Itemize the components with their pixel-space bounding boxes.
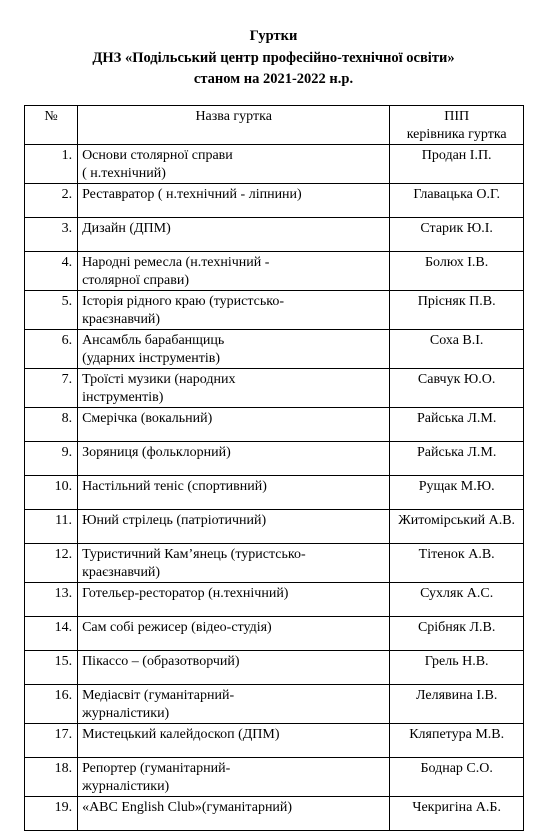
club-name-line2: ( н.технічний) — [82, 166, 166, 181]
club-name-line2: краєзнавчий) — [82, 565, 161, 580]
club-name-line2: журналістики) — [82, 706, 170, 721]
club-name-line1: Історія рідного краю (туристсько- — [82, 294, 285, 309]
row-number: 12. — [25, 544, 78, 583]
club-head-cell: Продан І.П. — [390, 145, 524, 184]
row-number: 9. — [25, 442, 78, 476]
club-name-line2: журналістики) — [82, 779, 170, 794]
club-name-cell — [78, 218, 390, 252]
table-row — [25, 758, 524, 797]
title-line-1: Гуртки — [249, 28, 298, 44]
row-number: 1. — [25, 145, 78, 184]
col-head-header-line1: ПІП — [444, 109, 470, 124]
club-head-cell: Боднар С.О. — [390, 758, 524, 797]
club-head-cell: Главацька О.Г. — [390, 184, 524, 218]
club-head-cell: Райська Л.М. — [390, 408, 524, 442]
row-number: 4. — [25, 252, 78, 291]
table-row — [25, 145, 524, 184]
table-row — [25, 476, 524, 510]
club-head-cell: Лелявина І.В. — [390, 685, 524, 724]
row-number: 14. — [25, 617, 78, 651]
club-head-cell: Грель Н.В. — [390, 651, 524, 685]
club-name-cell — [78, 476, 390, 510]
club-name-line2: інструментів) — [82, 390, 164, 405]
club-name-line1: Народні ремесла (н.технічний - — [82, 255, 270, 270]
club-name-cell — [78, 145, 390, 184]
row-number: 11. — [25, 510, 78, 544]
club-head-cell: Савчук Ю.О. — [390, 369, 524, 408]
club-name-line1: Мистецький калейдоскоп (ДПМ) — [82, 727, 280, 742]
row-number: 6. — [25, 330, 78, 369]
club-name-line1: Настільний теніс (спортивний) — [82, 479, 267, 494]
col-name-header: Назва гуртка — [78, 106, 390, 145]
title-line-2: ДНЗ «Подільський центр професійно-технічної освіти» — [92, 50, 455, 66]
table-row — [25, 583, 524, 617]
club-name-line1: Основи столярної справи — [82, 148, 233, 163]
club-name-cell — [78, 408, 390, 442]
club-head-cell: Соха В.І. — [390, 330, 524, 369]
row-number: 3. — [25, 218, 78, 252]
club-name-line2: (ударних інструментів) — [82, 351, 221, 366]
row-number: 18. — [25, 758, 78, 797]
table-row — [25, 797, 524, 831]
table-row — [25, 544, 524, 583]
table-row — [25, 184, 524, 218]
club-head-cell: Рущак М.Ю. — [390, 476, 524, 510]
club-name-cell — [78, 510, 390, 544]
col-head-header-line2: керівника гуртка — [406, 127, 507, 142]
club-name-line1: Зоряниця (фольклорний) — [82, 445, 231, 460]
row-number: 2. — [25, 184, 78, 218]
club-name-cell — [78, 724, 390, 758]
club-name-line1: Ансамбль барабанщиць — [82, 333, 225, 348]
club-name-line1: Юний стрілець (патріотичний) — [82, 513, 267, 528]
club-head-cell: Прісняк П.В. — [390, 291, 524, 330]
club-head-cell: Тітенок А.В. — [390, 544, 524, 583]
table-row — [25, 291, 524, 330]
row-number: 17. — [25, 724, 78, 758]
club-name-line1: «ABC English Club»(гуманітарний) — [82, 800, 293, 815]
row-number: 16. — [25, 685, 78, 724]
club-name-line2: столярної справи) — [82, 273, 190, 288]
table-row — [25, 724, 524, 758]
table-row — [25, 330, 524, 369]
club-name-line1: Готельєр-ресторатор (н.технічний) — [82, 586, 289, 601]
club-name-line1: Пікассо – (образотворчий) — [82, 654, 240, 669]
club-name-cell — [78, 617, 390, 651]
club-name-line1: Репортер (гуманітарний- — [82, 761, 231, 776]
club-name-cell — [78, 758, 390, 797]
table-body — [25, 145, 524, 831]
club-name-line1: Троїсті музики (народних — [82, 372, 236, 387]
club-name-cell — [78, 330, 390, 369]
club-name-line1: Сам собі режисер (відео-студія) — [82, 620, 272, 635]
table-row — [25, 369, 524, 408]
club-name-line1: Медіасвіт (гуманітарний- — [82, 688, 235, 703]
table-row — [25, 442, 524, 476]
club-name-cell — [78, 369, 390, 408]
col-head-header — [390, 106, 524, 145]
club-head-cell: Сухляк А.С. — [390, 583, 524, 617]
club-head-cell: Кляпетура М.В. — [390, 724, 524, 758]
row-number: 7. — [25, 369, 78, 408]
club-head-cell: Срібняк Л.В. — [390, 617, 524, 651]
club-head-cell: Житомірський А.В. — [390, 510, 524, 544]
club-head-cell: Болюх І.В. — [390, 252, 524, 291]
clubs-table — [24, 105, 524, 831]
row-number: 8. — [25, 408, 78, 442]
club-head-cell: Чекригіна А.Б. — [390, 797, 524, 831]
title-line-3: станом на 2021-2022 н.р. — [193, 71, 354, 87]
table-row — [25, 252, 524, 291]
club-head-cell: Райська Л.М. — [390, 442, 524, 476]
table-row — [25, 218, 524, 252]
col-number-header: № — [25, 106, 78, 145]
row-number: 10. — [25, 476, 78, 510]
row-number: 19. — [25, 797, 78, 831]
club-name-cell — [78, 544, 390, 583]
club-name-cell — [78, 184, 390, 218]
club-name-cell — [78, 291, 390, 330]
row-number: 5. — [25, 291, 78, 330]
table-row — [25, 685, 524, 724]
club-name-line1: Дизайн (ДПМ) — [82, 221, 171, 236]
table-row — [25, 510, 524, 544]
club-name-line1: Туристичний Кам’янець (туристсько- — [82, 547, 306, 562]
club-name-cell — [78, 797, 390, 831]
club-name-line2: краєзнавчий) — [82, 312, 161, 327]
club-name-cell — [78, 583, 390, 617]
club-name-cell — [78, 685, 390, 724]
table-row — [25, 617, 524, 651]
table-header-row — [25, 106, 524, 145]
club-name-cell — [78, 252, 390, 291]
club-head-cell: Старик Ю.І. — [390, 218, 524, 252]
table-row — [25, 651, 524, 685]
table-row — [25, 408, 524, 442]
club-name-line1: Реставратор ( н.технічний - ліпнини) — [82, 187, 302, 202]
club-name-cell — [78, 651, 390, 685]
club-name-cell — [78, 442, 390, 476]
club-name-line1: Смерічка (вокальний) — [82, 411, 213, 426]
row-number: 15. — [25, 651, 78, 685]
row-number: 13. — [25, 583, 78, 617]
